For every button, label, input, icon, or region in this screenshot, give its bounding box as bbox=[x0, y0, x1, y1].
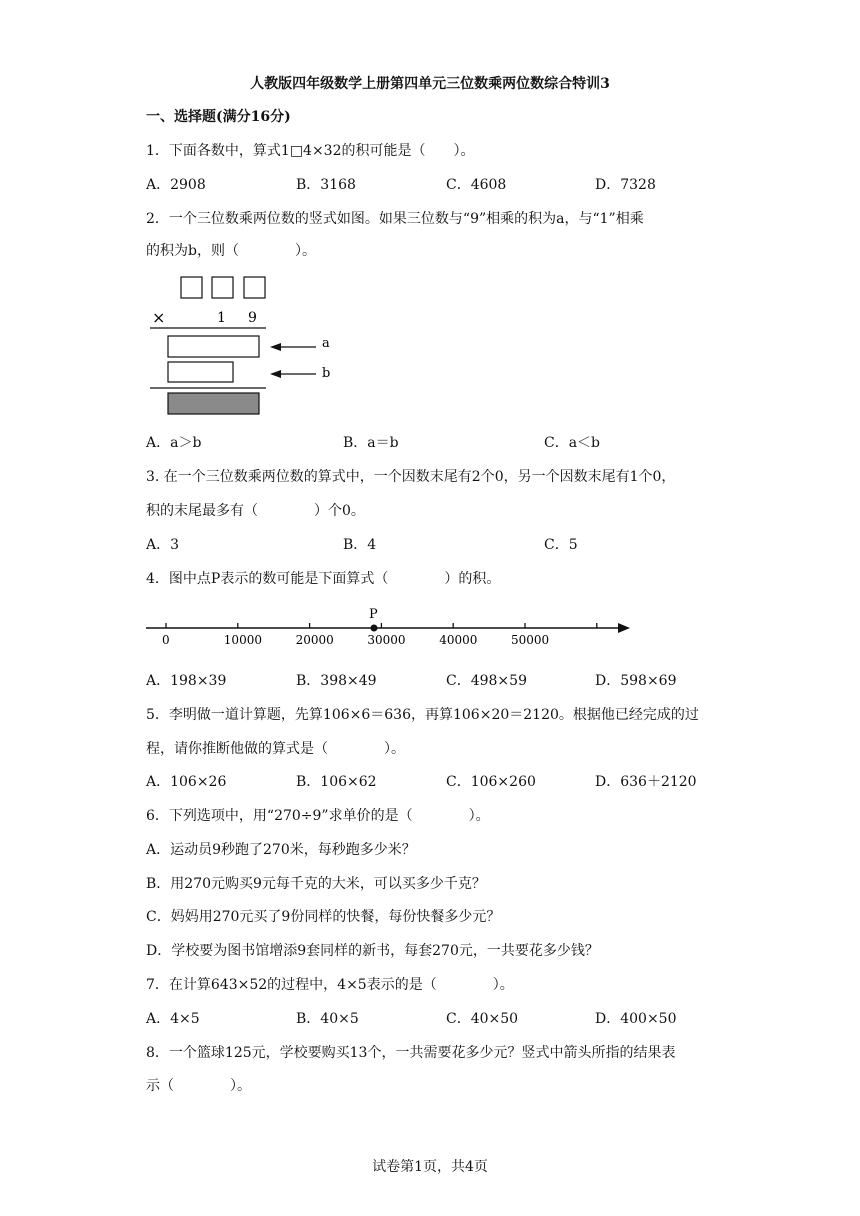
q5-option-b: B．106×62 bbox=[296, 774, 377, 790]
q6-option-b: B．用270元购买9元每千克的大米，可以买多少千克？ bbox=[146, 876, 486, 892]
q5-stem-line1: 5．李明做一道计算题，先算106×6＝636，再算106×20＝2120。根据他已经完成的过 bbox=[146, 707, 699, 723]
q5-stem-line2: 程，请你推断他做的算式是（ ）。 bbox=[146, 741, 405, 757]
q1-stem: 1．下面各数中，算式1□4×32的积可能是（ ）。 bbox=[146, 143, 475, 159]
number-line-tick-label: 0 bbox=[162, 633, 170, 647]
q8-stem-line1: 8．一个篮球125元，学校要购买13个，一共需要花多少元？竖式中箭头所指的结果表 bbox=[146, 1045, 676, 1061]
q3-option-b: B．4 bbox=[343, 537, 377, 553]
q6-option-d: D．学校要为图书馆增添9套同样的新书，每套270元，一共要花多少钱？ bbox=[146, 943, 599, 959]
q3-option-c: C．5 bbox=[544, 537, 578, 553]
q4-option-d: D．598×69 bbox=[595, 673, 677, 689]
number-line-tick-label: 50000 bbox=[511, 633, 550, 647]
q6-option-c: C．妈妈用270元买了9份同样的快餐，每份快餐多少元？ bbox=[146, 909, 501, 925]
q2-stem-line2: 的积为b，则（ ）。 bbox=[146, 243, 316, 259]
label-b: b bbox=[322, 366, 331, 381]
point-p-marker bbox=[371, 625, 378, 632]
q2-stem-line1: 2．一个三位数乘两位数的竖式如图。如果三位数与“9”相乘的积为a，与“1”相乘 bbox=[146, 211, 644, 227]
q3-option-a: A．3 bbox=[146, 537, 180, 553]
q1-option-b: B．3168 bbox=[296, 177, 356, 193]
page-title: 人教版四年级数学上册第四单元三位数乘两位数综合特训3 bbox=[250, 76, 610, 92]
number-line-tick-label: 30000 bbox=[367, 633, 406, 647]
q8-stem-line2: 示（ ）。 bbox=[146, 1078, 251, 1094]
times-sign: × bbox=[152, 308, 166, 327]
q3-stem-line1: 3. 在一个三位数乘两位数的算式中，一个因数末尾有2个0，另一个因数末尾有1个0， bbox=[146, 469, 676, 485]
q7-option-d: D．400×50 bbox=[595, 1011, 677, 1027]
q1-option-c: C．4608 bbox=[446, 177, 507, 193]
number-line-tick-label: 20000 bbox=[295, 633, 334, 647]
number-line-arrow bbox=[618, 623, 630, 633]
q4-option-a: A．198×39 bbox=[146, 673, 227, 689]
multiplier-digit-1: 1 bbox=[217, 310, 226, 326]
q3-stem-line2: 积的末尾最多有（ ）个0。 bbox=[146, 503, 365, 519]
q6-option-a: A．运动员9秒跑了270米，每秒跑多少米？ bbox=[146, 842, 416, 858]
section-heading: 一、选择题(满分16分) bbox=[146, 109, 291, 125]
q5-option-a: A．106×26 bbox=[146, 774, 227, 790]
q7-option-c: C．40×50 bbox=[446, 1011, 519, 1027]
point-p-label: P bbox=[369, 607, 378, 622]
q7-option-a: A．4×5 bbox=[146, 1011, 200, 1027]
q6-stem: 6．下列选项中，用“270÷9”求单价的是（ ）。 bbox=[146, 808, 490, 824]
q7-option-b: B．40×5 bbox=[296, 1011, 359, 1027]
label-a: a bbox=[322, 336, 330, 351]
q5-option-c: C．106×260 bbox=[446, 774, 536, 790]
q7-stem: 7．在计算643×52的过程中，4×5表示的是（ ）。 bbox=[146, 977, 514, 993]
q4-stem: 4．图中点P表示的数可能是下面算式（ ）的积。 bbox=[146, 571, 501, 587]
q2-option-c: C．a＜b bbox=[544, 435, 601, 451]
q4-option-b: B．398×49 bbox=[296, 673, 377, 689]
number-line-tick-label: 10000 bbox=[223, 633, 262, 647]
page-footer: 试卷第1页，共4页 bbox=[372, 1159, 488, 1175]
number-line-tick-label: 40000 bbox=[439, 633, 478, 647]
q1-option-a: A．2908 bbox=[146, 177, 206, 193]
multiplier-digit-9: 9 bbox=[248, 310, 257, 326]
q1-option-d: D．7328 bbox=[595, 177, 656, 193]
q2-option-a: A．a＞b bbox=[146, 435, 202, 451]
q4-option-c: C．498×59 bbox=[446, 673, 527, 689]
q2-option-b: B．a＝b bbox=[343, 435, 399, 451]
q5-option-d: D．636＋2120 bbox=[595, 774, 697, 790]
